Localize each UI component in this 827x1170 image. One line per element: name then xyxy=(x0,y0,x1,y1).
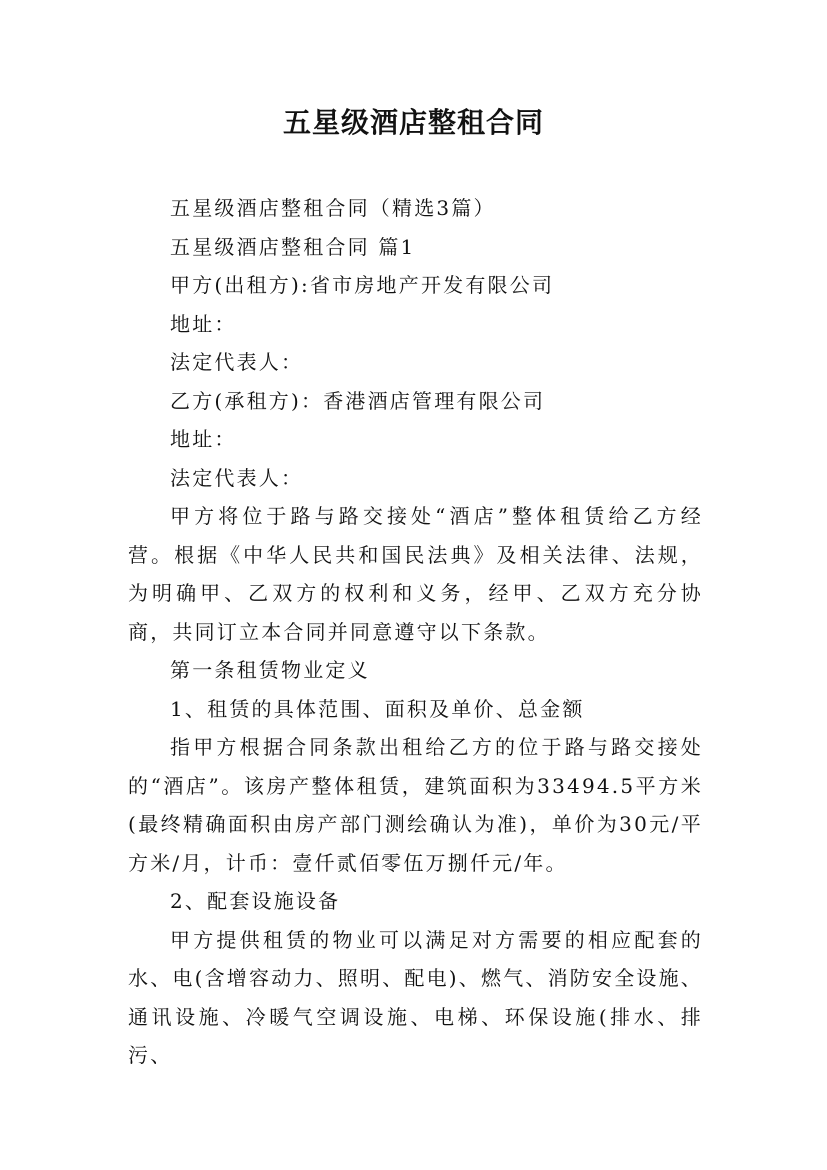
paragraph-clause-1-body: 指甲方根据合同条款出租给乙方的位于路与路交接处的“酒店”。该房产整体租赁，建筑面积为33494.5平方米(最终精确面积由房产部门测绘确认为准)，单价为30元/平方米/月，计币：壹仟贰佰零伍万捌仟元/年。 xyxy=(128,735,703,875)
document-body xyxy=(128,189,703,1075)
paragraph-party-b-representative: 法定代表人： xyxy=(170,465,304,490)
document-title: 五星级酒店整租合同 xyxy=(282,106,544,139)
paragraph-party-a-representative: 法定代表人： xyxy=(170,350,304,374)
paragraph-section-heading: 五星级酒店整租合同 篇1 xyxy=(170,234,416,259)
paragraph-clause-2-heading: 2、配套设施设备 xyxy=(170,889,341,913)
paragraph-clause-1-heading: 1、租赁的具体范围、面积及单价、总金额 xyxy=(170,696,585,721)
paragraph-party-a: 甲方(出租方):省市房地产开发有限公司 xyxy=(170,273,555,297)
paragraph-subtitle: 五星级酒店整租合同（精选3篇） xyxy=(170,196,496,220)
paragraph-party-b: 乙方(承租方)：香港酒店管理有限公司 xyxy=(170,388,546,413)
paragraph-party-b-address: 地址： xyxy=(170,427,237,451)
paragraph-preamble: 甲方将位于路与路交接处“酒店”整体租赁给乙方经营。根据《中华人民共和国民法典》及相关法律、法规，为明确甲、乙双方的权利和义务，经甲、乙双方充分协商，共同订立本合同并同意遵守以下条款。 xyxy=(128,504,703,644)
paragraph-clause-2-body: 甲方提供租赁的物业可以满足对方需要的相应配套的水、电(含增容动力、照明、配电)、燃气、消防安全设施、通讯设施、冷暖气空调设施、电梯、环保设施(排水、排污、 xyxy=(128,927,704,1067)
paragraph-party-a-address: 地址： xyxy=(170,311,237,336)
paragraph-article-1-heading: 第一条租赁物业定义 xyxy=(170,658,370,682)
